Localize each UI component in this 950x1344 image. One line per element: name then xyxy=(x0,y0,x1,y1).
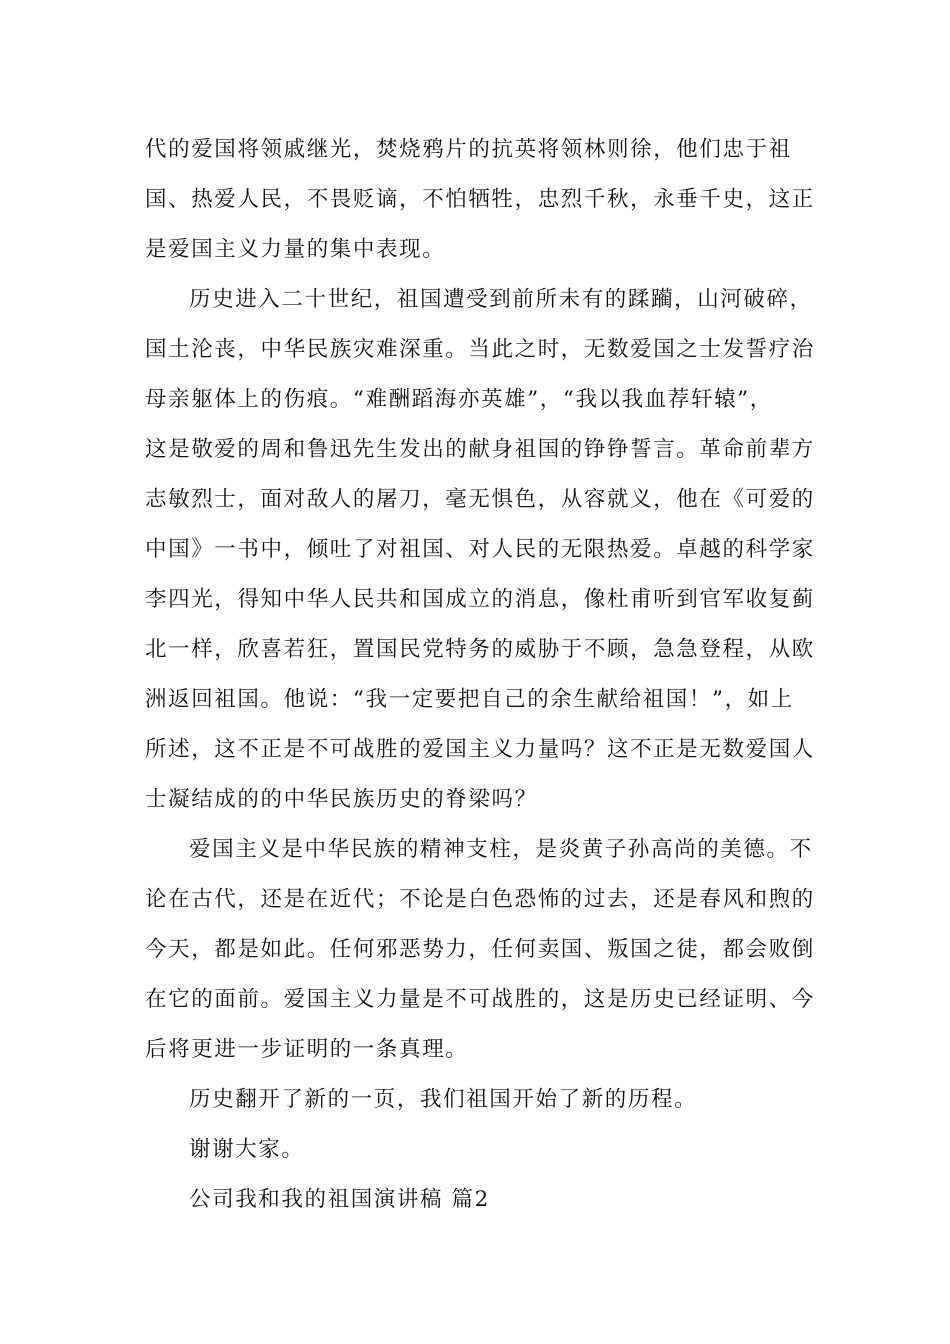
para-1-line-3: 是爱国主义力量的集中表现。 xyxy=(145,237,446,262)
para-2-line-9: 洲返回祖国。他说：“我一定要把自己的余生献给祖国！”，如上 xyxy=(145,687,794,712)
para-1-line-1: 代的爱国将领戚继光，焚烧鸦片的抗英将领林则徐，他们忠于祖 xyxy=(145,137,792,162)
para-3-line-1: 爱国主义是中华民族的精神支柱，是炎黄子孙高尚的美德。不 xyxy=(189,837,813,862)
para-2-line-8: 北一样，欣喜若狂，置国民党特务的威胁于不顾，急急登程，从欧 xyxy=(145,637,815,662)
section-heading: 公司我和我的祖国演讲稿 篇2 xyxy=(189,1187,490,1212)
para-4-line-1: 历史翻开了新的一页，我们祖国开始了新的历程。 xyxy=(189,1087,698,1112)
para-2-line-1: 历史进入二十世纪，祖国遭受到前所未有的蹂躏，山河破碎， xyxy=(189,287,813,312)
para-2-line-3: 母亲躯体上的伤痕。“难酬蹈海亦英雄”，“我以我血荐轩辕”， xyxy=(145,387,773,412)
para-1-line-2: 国、热爱人民，不畏贬谪，不怕牺牲，忠烈千秋，永垂千史，这正 xyxy=(145,187,815,212)
para-5-line-1: 谢谢大家。 xyxy=(189,1137,305,1162)
para-2-line-2: 国土沦丧，中华民族灾难深重。当此之时，无数爱国之士发誓疗治 xyxy=(145,337,815,362)
para-2-line-4: 这是敬爱的周和鲁迅先生发出的献身祖国的铮铮誓言。革命前辈方 xyxy=(145,437,815,462)
para-3-line-2: 论在古代，还是在近代；不论是白色恐怖的过去，还是春风和煦的 xyxy=(145,887,815,912)
para-2-line-10: 所述，这不正是不可战胜的爱国主义力量吗？这不正是无数爱国人 xyxy=(145,737,815,762)
para-3-line-3: 今天，都是如此。任何邪恶势力，任何卖国、叛国之徒，都会败倒 xyxy=(145,937,815,962)
para-2-line-11: 士凝结成的的中华民族历史的脊梁吗？ xyxy=(145,787,538,812)
para-2-line-7: 李四光，得知中华人民共和国成立的消息，像杜甫听到官军收复蓟 xyxy=(145,587,815,612)
para-2-line-6: 中国》一书中，倾吐了对祖国、对人民的无限热爱。卓越的科学家 xyxy=(145,537,815,562)
para-2-line-5: 志敏烈士，面对敌人的屠刀，毫无惧色，从容就义，他在《可爱的 xyxy=(145,487,815,512)
para-3-line-4: 在它的面前。爱国主义力量是不可战胜的，这是历史已经证明、今 xyxy=(145,987,815,1012)
para-3-line-5: 后将更进一步证明的一条真理。 xyxy=(145,1037,469,1062)
